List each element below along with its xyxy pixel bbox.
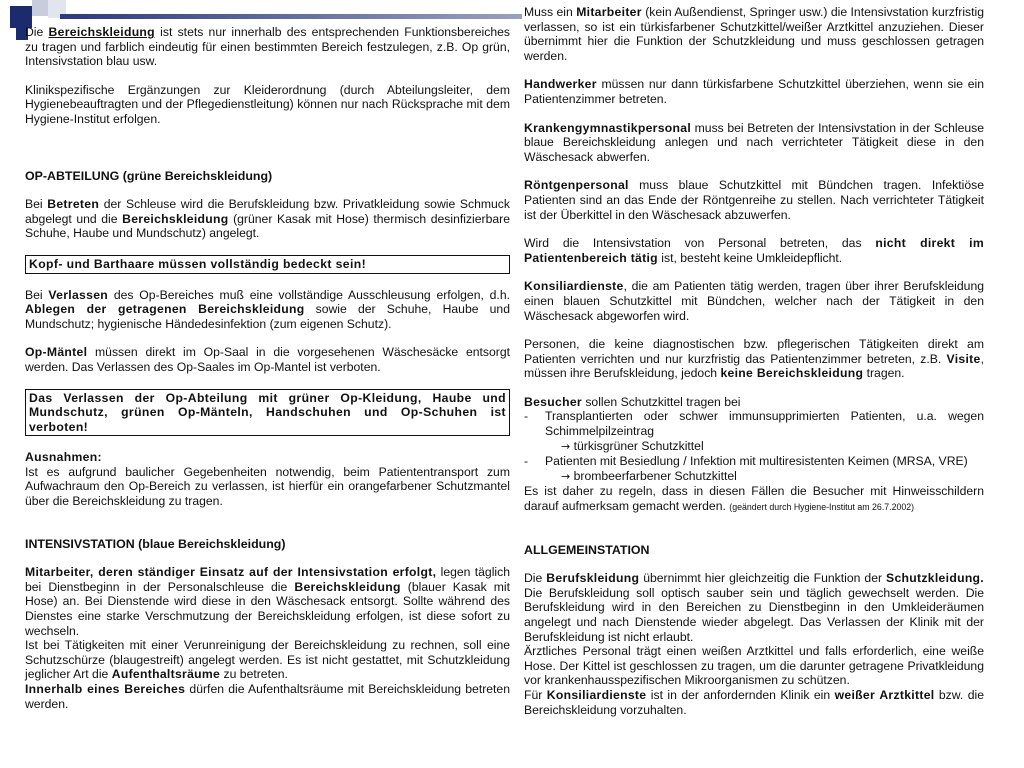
icu-section-heading: INTENSIVSTATION (blaue Bereichskleidung) [25,536,286,551]
op-section-heading: OP-ABTEILUNG (grüne Bereichskleidung) [25,168,273,183]
visitors-intro: Besucher sollen Schutzkittel tragen bei [524,394,741,409]
xray-paragraph: Röntgenpersonal muss blaue Schutzkittel mit Bündchen tragen. Infektiöse Patienten sind an das Ende der Röntgenreihe zu stellen. Nach verrichteter Tätigkeit ist der Überkittel in den Wäschesack abzuwerfen. [524,178,984,222]
staff-leave-paragraph: Muss ein Mitarbeiter (kein Außendienst, Springer usw.) die Intensivstation kurzfristig verlassen, so ist ein türkisfarbener Schutzkittel/weißer Arztkittel anzuziehen. Dieser übernimmt hier die Funktion der Schutzkleidung und muss geschlossen getragen werden. [524,5,984,63]
general-ward-paragraph: Die Berufskleidung übernimmt hier gleichzeitig die Funktion der Schutzkleidung. Die Berufskleidung soll optisch sauber sein und täglich gewechselt werden. Die Berufskleidung wird in den Bereichen zu Dienstbeginn in den Umkleideräumen angelegt und nach Dienstende wieder abgelegt. Das Verlassen der Klinik mit der Berufskleidung ist nicht erlaubt. [524,571,984,644]
physio-paragraph: Krankengymnastikpersonal muss bei Betreten der Intensivstation in der Schleuse blaue Bereichskleidung anlegen und nach verrichteter Tätigkeit diese in den Wäschesack abwerfen. [524,120,984,164]
supplement-paragraph: Klinikspezifische Ergänzungen zur Kleiderordnung (durch Abteilungsleiter, dem Hygienebeauftragten und der Pflegedienstleitung) können nur nach Rücksprache mit dem Hygiene-Institut erfolgen. [25,82,510,126]
op-leave-paragraph: Bei Verlassen des Op-Bereiches muß eine vollständige Ausschleusung erfolgen, d.h. Ablegen der getragenen Bereichskleidung sowie der Schuhe, Haube und Mundschutz; hygienische Händedesinfektion (zum eigenen Schutz). [25,287,510,331]
right-column [524,5,984,717]
exceptions-label: Ausnahmen: [25,450,102,465]
icu-staff-paragraph: Mitarbeiter, deren ständiger Einsatz auf der Intensivstation erfolgt, legen täglich bei Dienstbeginn in der Personalschleuse die Bereichskleidung (blauer Kasak mit Hose) an. Bei Dienstende wird diese in den Wäschesack entsorgt. Sollte während des Dienstes eine starke Verschmutzung der Bereichskleidung erfolgen, ist diese sofort zu wechseln. [25,565,510,638]
icu-apron-paragraph: Ist bei Tätigkeiten mit einer Verunreinigung der Bereichskleidung zu rechnen, soll eine Schutzschürze (blaugestreift) angelegt werden. Es ist nicht gestattet, mit Schutzkleidung jeglicher Art die Aufenthaltsräume zu betreten. [25,638,510,682]
icu-within-paragraph: Innerhalb eines Bereiches dürfen die Aufenthaltsräume mit Bereichskleidung betreten werden. [25,682,510,711]
visit-paragraph: Personen, die keine diagnostischen bzw. pflegerischen Tätigkeiten direkt am Patienten verrichten und nur kurzfristig das Patientenzimmer betreten, z.B. Visite, müssen ihre Berufskleidung, jedoch keine Bereichskleidung tragen. [524,337,984,381]
op-prohibition-notice: Das Verlassen der Op-Abteilung mit grüner Op-Kleidung, Haube und Mundschutz, grünen Op-Mänteln, Handschuhen und Op-Schuhen ist verboten! [25,389,510,437]
op-enter-paragraph: Bei Betreten der Schleuse wird die Berufskleidung bzw. Privatkleidung sowie Schmuck abgelegt und die Bereichskleidung (grüner Kasak mit Hose) thermisch desinfizierbare Schuhe, Haube und Mundschutz) angelegt. [25,197,510,241]
left-column [25,25,510,711]
list-item: - Transplantierten oder schwer immunsupprimierten Patienten, u.a. wegen Schimmelpilzeintrag → türkisgrüner Schutzkittel [524,409,984,453]
visitors-signs-paragraph: Es ist daher zu regeln, dass in diesen Fällen die Besucher mit Hinweisschildern darauf aufmerksam gemacht werden. (geändert durch Hygiene-Institut am 26.7.2002) [524,484,984,514]
no-change-paragraph: Wird die Intensivstation von Personal betreten, das nicht direkt im Patientenbereich tätig ist, besteht keine Umkleidepflicht. [524,236,985,265]
arrow-right-icon: → [561,439,571,453]
op-coats-paragraph: Op-Mäntel müssen direkt im Op-Saal in die vorgesehenen Wäschesäcke entsorgt werden. Das Verlassen des Op-Saales im Op-Mantel ist verboten. [25,345,510,374]
revision-note: (geändert durch Hygiene-Institut am 26.7.2002) [729,502,915,513]
slide-header-line [60,14,522,19]
intro-paragraph: Die Bereichskleidung ist stets nur innerhalb des entsprechenden Funktionsbereiches zu tragen und farblich eindeutig für einen bestimmten Bereich festzulegen, z.B. Op grün, Intensivstation blau usw. [25,25,510,69]
consult-coat-paragraph: Für Konsiliardienste ist in der anfordernden Klinik ein weißer Arztkittel bzw. die Bereichskleidung vorzuhalten. [524,687,984,717]
slide-corner-square-light [32,0,48,16]
list-item: - Patienten mit Besiedlung / Infektion mit multiresistenten Keimen (MRSA, VRE) → brombeerfarbener Schutzkittel [524,454,968,483]
consult-paragraph: Konsiliardienste, die am Patienten tätig werden, tragen über ihrer Berufskleidung einen blauen Schutzkittel mit Bündchen, welcher nach der Tätigkeit in den Wäschesack abgeworfen wird. [524,279,984,323]
exceptions-text: Ist es aufgrund baulicher Gegebenheiten notwendig, beim Patiententransport zum Aufwachraum den Op-Bereich zu verlassen, ist hierfür ein orangefarbener Schutzmantel über die Bereichskleidung zu tragen. [25,464,510,509]
op-hair-notice: Kopf- und Barthaare müssen vollständig bedeckt sein! [25,255,510,274]
general-ward-heading: ALLGEMEINSTATION [524,542,650,557]
arrow-right-icon: → [561,469,571,483]
craftsmen-paragraph: Handwerker müssen nur dann türkisfarbene Schutzkittel überziehen, wenn sie ein Patientenzimmer betreten. [524,77,984,106]
doctors-paragraph: Ärztliches Personal trägt einen weißen Arztkittel und falls erforderlich, eine weiße Hose. Der Kittel ist geschlossen zu tragen, um die darunter getragene Privatkleidung vor krankenhausspezifischen Mikroorganismen zu schützen. [524,644,984,688]
